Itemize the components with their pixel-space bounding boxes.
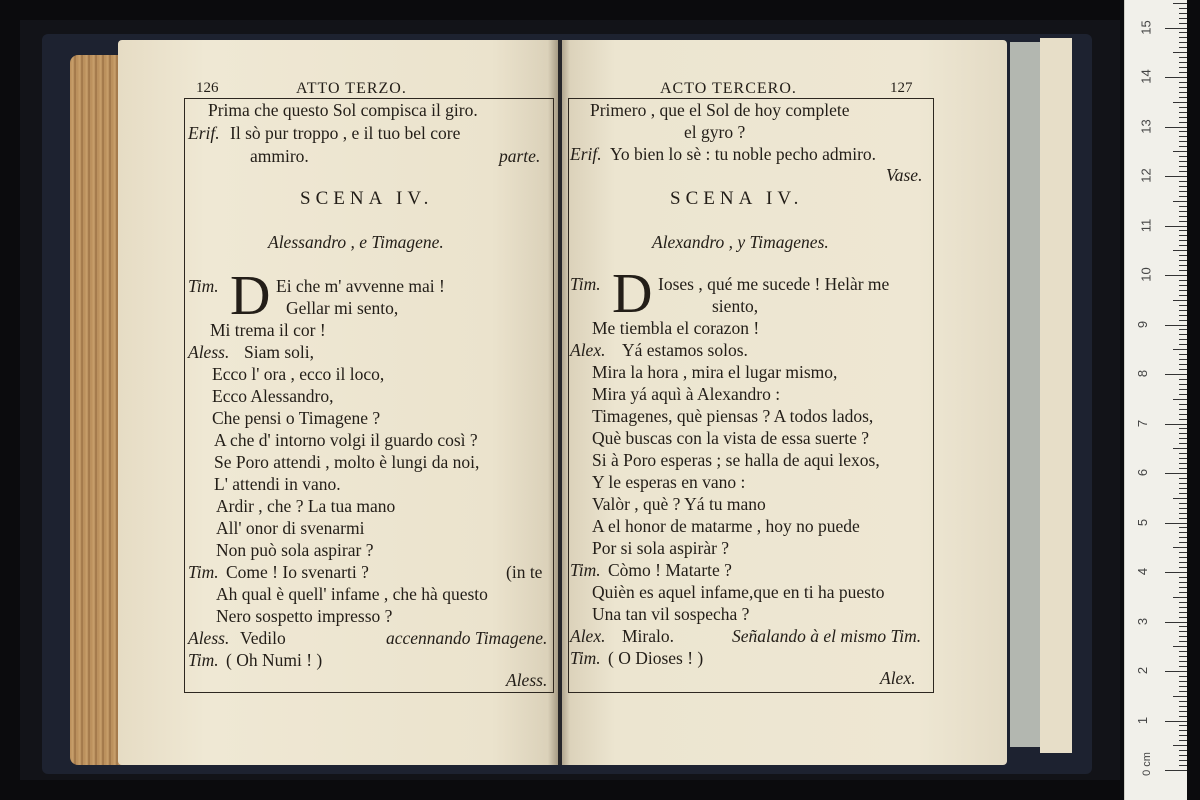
right-line-21: Quièn es aquel infame,que en ti ha puesto [592,582,885,602]
right-line-19: Por si sola aspiràr ? [592,538,730,558]
ruler-tick [1179,265,1187,266]
ruler-tick [1179,290,1187,291]
ruler-tick [1179,636,1187,637]
ruler-number: 14 [1138,69,1154,84]
ruler-number: 8 [1135,369,1151,378]
ruler-tick [1165,226,1187,227]
ruler-tick [1179,527,1187,528]
stage-direction: Vase. [886,165,923,185]
ruler-tick [1173,151,1187,152]
right-line-8: siento, [712,296,759,316]
ruler-tick [1179,23,1187,24]
ruler-tick [1179,681,1187,682]
ruler-tick [1179,8,1187,9]
ruler-tick [1179,661,1187,662]
ruler-tick [1179,557,1187,558]
ruler-tick [1179,493,1187,494]
left-line-15: L' attendi in vano. [214,474,341,494]
ruler-tick [1179,641,1187,642]
ruler-tick [1165,275,1187,276]
ruler-tick [1179,211,1187,212]
ruler-tick [1179,666,1187,667]
catchword: Alex. [880,668,916,688]
ruler-tick [1173,201,1187,202]
ruler-tick [1179,453,1187,454]
left-line-21: Nero sospetto impresso ? [216,606,393,626]
ruler-tick [1179,230,1187,231]
ruler-tick [1179,364,1187,365]
ruler-tick [1179,369,1187,370]
ruler-tick [1179,240,1187,241]
scene-heading: SCENA IV. [300,188,434,209]
left-line-12: Che pensi o Timagene ? [212,408,381,428]
ruler-tick [1179,582,1187,583]
ruler-tick [1179,443,1187,444]
endpaper-edge [1040,38,1072,753]
ruler-tick [1179,156,1187,157]
ruler-tick [1173,646,1187,647]
ruler-tick [1173,349,1187,350]
ruler-tick [1179,488,1187,489]
speaker-label: Tim. [570,274,601,294]
ruler-tick [1179,740,1187,741]
ruler-tick [1179,409,1187,410]
speaker-label: Tim. [188,650,219,670]
drop-cap: D [230,265,271,327]
cast-list: Alexandro , y Timagenes. [652,232,829,252]
ruler-tick [1179,141,1187,142]
ruler-tick [1165,721,1187,722]
ruler-tick [1179,419,1187,420]
ruler-tick [1179,72,1187,73]
ruler-tick [1165,424,1187,425]
ruler-tick [1179,295,1187,296]
ruler-tick [1179,602,1187,603]
ruler-unit-label: 0 cm [1140,752,1153,776]
right-page [562,40,1007,765]
ruler-tick [1173,300,1187,301]
right-line-17: Valòr , què ? Yá tu mano [592,494,766,514]
speaker-label: Tim. [188,562,219,582]
ruler-tick [1179,656,1187,657]
right-line-7: Ioses , qué me sucede ! Helàr me [658,274,890,294]
left-line-14: Se Poro attendi , molto è lungi da noi, [214,452,480,472]
ruler-tick [1179,87,1187,88]
ruler-tick [1173,547,1187,548]
ruler-tick [1179,542,1187,543]
ruler-tick [1179,13,1187,14]
left-running-head: ATTO TERZO. [296,80,407,97]
ruler-tick [1179,285,1187,286]
ruler-tick [1165,127,1187,128]
ruler-tick [1179,334,1187,335]
ruler-tick [1179,62,1187,63]
ruler-tick [1165,473,1187,474]
speaker-label: Tim. [188,276,219,296]
ruler-number: 13 [1138,118,1154,134]
ruler-tick [1179,612,1187,613]
ruler-tick [1179,691,1187,692]
right-line-15: Si à Poro esperas ; se halla de aqui lexos, [592,450,880,470]
ruler-tick [1179,503,1187,504]
stage-direction: parte. [499,146,541,166]
right-line-23: Miralo. [622,626,675,646]
ruler-tick [1179,131,1187,132]
ruler-number: 15 [1138,19,1154,35]
ruler-tick [1179,82,1187,83]
ruler-number: 9 [1135,320,1151,328]
ruler-tick [1173,399,1187,400]
ruler-tick [1179,414,1187,415]
ruler-tick [1173,696,1187,697]
ruler-tick [1173,498,1187,499]
ruler-tick [1179,315,1187,316]
ruler-tick [1173,52,1187,53]
ruler-tick [1179,384,1187,385]
stage-direction: accennando Timagene. [386,628,548,648]
ruler-tick [1179,631,1187,632]
left-line-8: Mi trema il cor ! [210,320,326,340]
ruler-tick [1179,607,1187,608]
ruler-number: 2 [1135,666,1151,675]
ruler-tick [1179,468,1187,469]
ruler-tick [1179,245,1187,246]
ruler-tick [1179,567,1187,568]
ruler-tick [1179,518,1187,519]
scene-heading: SCENA IV. [670,188,804,209]
ruler-tick [1179,458,1187,459]
ruler-number: 1 [1135,716,1151,724]
ruler-tick [1179,339,1187,340]
ruler-tick [1179,47,1187,48]
ruler-tick [1179,438,1187,439]
ruler-tick [1179,270,1187,271]
left-line-11: Ecco Alessandro, [212,386,334,406]
ruler-tick [1179,508,1187,509]
left-line-1: Prima che questo Sol compisca il giro. [208,100,478,120]
ruler-tick [1179,18,1187,19]
ruler-tick [1179,260,1187,261]
ruler-tick [1179,552,1187,553]
ruler-tick [1179,196,1187,197]
ruler-tick [1179,537,1187,538]
ruler-tick [1179,394,1187,395]
speaker-label: Aless. [188,628,230,648]
ruler-tick [1165,325,1187,326]
ruler-tick [1173,250,1187,251]
ruler-tick [1179,305,1187,306]
ruler-number: 6 [1135,468,1151,477]
ruler-tick [1179,404,1187,405]
ruler-tick [1179,532,1187,533]
ruler-tick [1179,676,1187,677]
left-line-10: Ecco l' ora , ecco il loco, [212,364,385,384]
ruler-tick [1179,97,1187,98]
ruler-tick [1179,181,1187,182]
ruler-tick [1179,161,1187,162]
ruler-tick [1179,592,1187,593]
ruler-tick [1165,622,1187,623]
speaker-label: Alex. [570,626,606,646]
stage-direction: Señalando à el mismo Tim. [732,626,922,646]
left-line-3: ammiro. [250,146,309,166]
speaker-label: Alex. [570,340,606,360]
ruler-tick [1165,28,1187,29]
ruler-tick [1179,67,1187,68]
ruler-tick [1179,651,1187,652]
left-line-19-turnover: (in te [506,562,543,582]
ruler-tick [1179,32,1187,33]
right-line-20: Còmo ! Matarte ? [608,560,732,580]
right-line-13: Timagenes, què piensas ? A todos lados, [592,406,874,426]
ruler-tick [1179,626,1187,627]
ruler-number: 11 [1138,218,1154,232]
right-running-head: ACTO TERCERO. [660,80,797,97]
ruler-tick [1179,701,1187,702]
ruler-tick [1179,112,1187,113]
ruler-tick [1179,513,1187,514]
left-line-19: Come ! Io svenarti ? [226,562,369,582]
ruler-tick [1179,379,1187,380]
ruler-tick [1179,755,1187,756]
ruler-tick [1165,77,1187,78]
ruler-tick [1179,760,1187,761]
right-line-18: A el honor de matarme , hoy no puede [592,516,860,536]
ruler-tick [1165,770,1187,771]
drop-cap: D [612,263,653,325]
right-line-11: Mira la hora , mira el lugar mismo, [592,362,838,382]
ruler-tick [1179,206,1187,207]
ruler-tick [1179,186,1187,187]
ruler-tick [1173,448,1187,449]
left-line-7: Gellar mi sento, [286,298,399,318]
ruler-tick [1179,617,1187,618]
ruler-tick [1179,735,1187,736]
ruler-tick [1179,42,1187,43]
left-line-13: A che d' intorno volgi il guardo così ? [214,430,478,450]
left-line-2: Il sò pur troppo , e il tuo bel core [230,123,461,143]
ruler-tick [1179,280,1187,281]
ruler-tick [1179,107,1187,108]
left-line-6: Ei che m' avvenne mai ! [276,276,445,296]
right-line-16: Y le esperas en vano : [592,472,746,492]
speaker-label: Erif. [188,123,220,143]
ruler-number: 10 [1138,267,1154,282]
ruler-tick [1179,483,1187,484]
left-line-23: ( Oh Numi ! ) [226,650,323,670]
ruler-tick [1179,329,1187,330]
ruler-tick [1179,716,1187,717]
ruler-tick [1179,122,1187,123]
left-page-number: 126 [196,80,219,96]
ruler-tick [1179,117,1187,118]
right-line-3: Yo bien lo sè : tu noble pecho admiro. [610,144,877,164]
right-line-22: Una tan vil sospecha ? [592,604,750,624]
ruler-tick [1179,706,1187,707]
ruler-tick [1179,146,1187,147]
left-line-9: Siam soli, [244,342,315,362]
right-line-2: el gyro ? [684,122,746,142]
left-line-20: Ah qual è quell' infame , che hà questo [216,584,488,604]
ruler-tick [1179,191,1187,192]
right-line-9: Me tiembla el corazon ! [592,318,760,338]
ruler-tick [1179,577,1187,578]
cast-list: Alessandro , e Timagene. [268,232,444,252]
ruler-number: 12 [1138,168,1154,183]
ruler-tick [1179,711,1187,712]
ruler-number: 3 [1135,617,1151,625]
ruler-tick [1179,686,1187,687]
ruler-tick [1179,463,1187,464]
ruler-tick [1179,166,1187,167]
ruler-tick [1179,478,1187,479]
ruler-number: 4 [1135,567,1151,576]
ruler-tick [1179,255,1187,256]
left-line-22: Vedilo [240,628,286,648]
ruler-tick [1179,730,1187,731]
ruler-tick [1173,597,1187,598]
speaker-label: Aless. [188,342,230,362]
speaker-label: Tim. [570,560,601,580]
ruler-tick [1165,671,1187,672]
ruler-tick [1179,562,1187,563]
ruler-tick [1173,3,1187,4]
catchword: Aless. [506,670,548,690]
ruler-tick [1179,37,1187,38]
ruler-tick [1179,765,1187,766]
ruler-tick [1173,102,1187,103]
right-line-12: Mira yá aquì à Alexandro : [592,384,781,404]
ruler-tick [1179,750,1187,751]
ruler-tick [1173,745,1187,746]
ruler-tick [1165,523,1187,524]
ruler-tick [1179,57,1187,58]
ruler-tick [1179,310,1187,311]
ruler-tick [1179,359,1187,360]
ruler-tick [1179,587,1187,588]
left-page [118,40,558,765]
left-line-17: All' onor di svenarmi [216,518,365,538]
left-line-16: Ardir , che ? La tua mano [216,496,396,516]
left-line-18: Non può sola aspirar ? [216,540,374,560]
measurement-ruler [1124,0,1187,800]
ruler-tick [1165,572,1187,573]
ruler-number: 7 [1135,419,1151,427]
ruler-tick [1179,216,1187,217]
ruler-tick [1179,389,1187,390]
ruler-tick [1179,171,1187,172]
book-gutter [548,40,570,765]
speaker-label: Tim. [570,648,601,668]
ruler-tick [1165,176,1187,177]
speaker-label: Erif. [570,144,602,164]
right-line-14: Què buscas con la vista de essa suerte ? [592,428,869,448]
ruler-tick [1179,235,1187,236]
right-line-10: Yá estamos solos. [622,340,748,360]
ruler-tick [1179,428,1187,429]
ruler-number: 5 [1135,518,1151,526]
ruler-tick [1179,344,1187,345]
ruler-tick [1179,433,1187,434]
right-page-number: 127 [890,80,913,96]
right-line-24: ( O Dioses ! ) [608,648,704,668]
ruler-tick [1165,374,1187,375]
ruler-tick [1179,92,1187,93]
ruler-tick [1179,725,1187,726]
ruler-tick [1179,221,1187,222]
ruler-tick [1179,320,1187,321]
ruler-tick [1179,354,1187,355]
ruler-tick [1179,136,1187,137]
right-line-1: Primero , que el Sol de hoy complete [590,100,850,120]
